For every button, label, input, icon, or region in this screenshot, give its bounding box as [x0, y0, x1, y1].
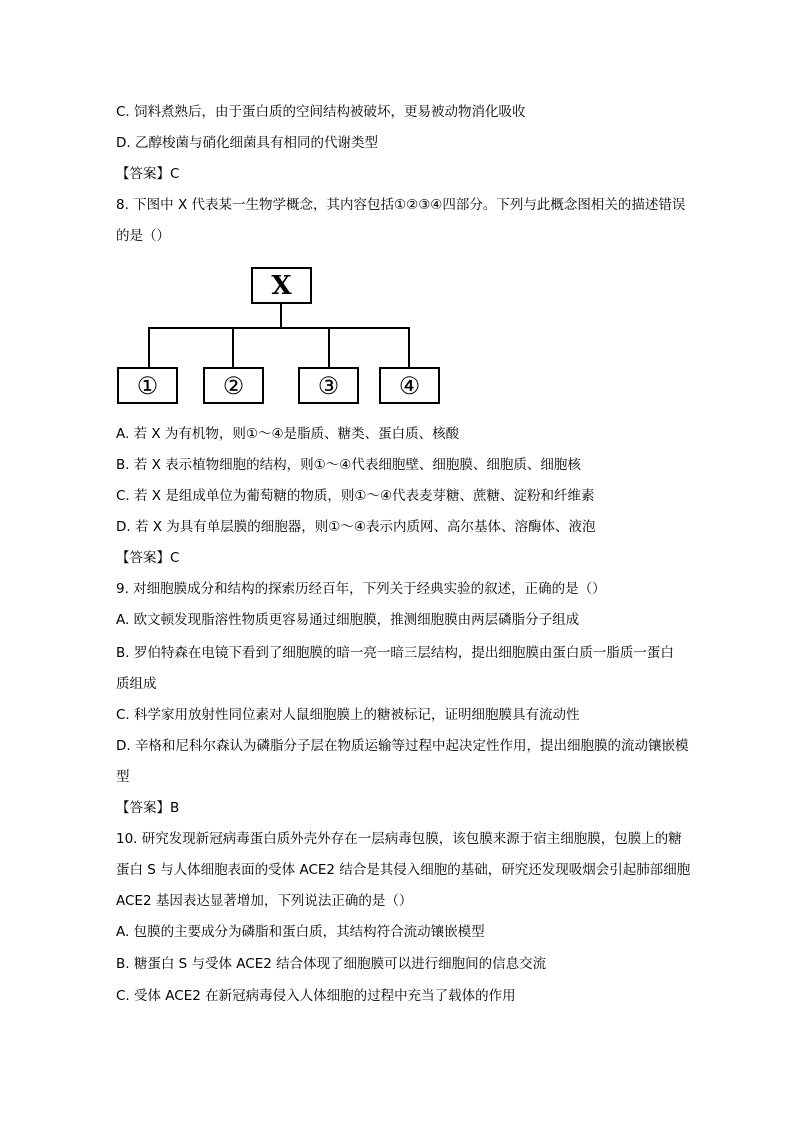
concept-map-diagram	[114, 264, 444, 408]
option-c-q9: C. 科学家用放射性同位素对人鼠细胞膜上的糖被标记，证明细胞膜具有流动性	[116, 707, 580, 723]
option-d-q9-cont: 型	[116, 769, 130, 785]
question-9-stem: 9. 对细胞膜成分和结构的探索历经百年，下列关于经典实验的叙述，正确的是（）	[116, 581, 606, 597]
question-10-stem-cont: 蛋白 S 与人体细胞表面的受体 ACE2 结合是其侵入细胞的基础，研究还发现吸烟会引起肺部细胞	[116, 862, 691, 878]
concept-child-1: ①	[117, 367, 178, 404]
option-d-q7: D. 乙醇梭菌与硝化细菌具有相同的代谢类型	[116, 135, 378, 151]
connector-3	[328, 327, 330, 367]
option-b-q8: B. 若 X 表示植物细胞的结构，则①～④代表细胞壁、细胞膜、细胞质、细胞核	[116, 457, 581, 473]
connector-4	[408, 327, 410, 367]
concept-child-2: ②	[203, 367, 264, 404]
connector-2	[232, 327, 234, 367]
option-c-q8: C. 若 X 是组成单位为葡萄糖的物质，则①～④代表麦芽糖、蔗糖、淀粉和纤维素	[116, 488, 595, 504]
connector-root	[280, 304, 282, 328]
option-b-q9-cont: 质组成	[116, 676, 157, 692]
question-10-stem: 10. 研究发现新冠病毒蛋白质外壳外存在一层病毒包膜，该包膜来源于宿主细胞膜，包膜上的糖	[116, 831, 682, 847]
option-b-q10: B. 糖蛋白 S 与受体 ACE2 结合体现了细胞膜可以进行细胞间的信息交流	[116, 956, 547, 972]
option-a-q10: A. 包膜的主要成分为磷脂和蛋白质，其结构符合流动镶嵌模型	[116, 924, 485, 940]
option-c-q10: C. 受体 ACE2 在新冠病毒侵入人体细胞的过程中充当了载体的作用	[116, 988, 516, 1004]
question-10-stem-cont-2: ACE2 基因表达显著增加，下列说法正确的是（）	[116, 893, 413, 909]
option-b-q9: B. 罗伯特森在电镜下看到了细胞膜的暗一亮一暗三层结构，提出细胞膜由蛋白质一脂质一蛋白	[116, 645, 674, 661]
connector-horizontal	[148, 327, 410, 329]
option-c-q7: C. 饲料煮熟后，由于蛋白质的空间结构被破坏，更易被动物消化吸收	[116, 104, 526, 120]
answer-q9: 【答案】B	[116, 800, 180, 816]
concept-root-box: X	[251, 267, 312, 304]
connector-1	[148, 327, 150, 367]
question-8-stem-cont: 的是（）	[116, 228, 170, 244]
option-a-q8: A. 若 X 为有机物，则①～④是脂质、糖类、蛋白质、核酸	[116, 426, 460, 442]
option-a-q9: A. 欧文顿发现脂溶性物质更容易通过细胞膜，推测细胞膜由两层磷脂分子组成	[116, 612, 580, 628]
question-8-stem: 8. 下图中 X 代表某一生物学概念，其内容包括①②③④四部分。下列与此概念图相关的描述错误	[116, 197, 686, 213]
option-d-q8: D. 若 X 为具有单层膜的细胞器，则①～④表示内质网、高尔基体、溶酶体、液泡	[116, 519, 596, 535]
concept-child-4: ④	[379, 367, 440, 404]
concept-child-3: ③	[298, 367, 359, 404]
answer-q7: 【答案】C	[116, 166, 180, 182]
option-d-q9: D. 辛格和尼科尔森认为磷脂分子层在物质运输等过程中起决定性作用，提出细胞膜的流动镶嵌模	[116, 738, 689, 754]
answer-q8: 【答案】C	[116, 550, 180, 566]
